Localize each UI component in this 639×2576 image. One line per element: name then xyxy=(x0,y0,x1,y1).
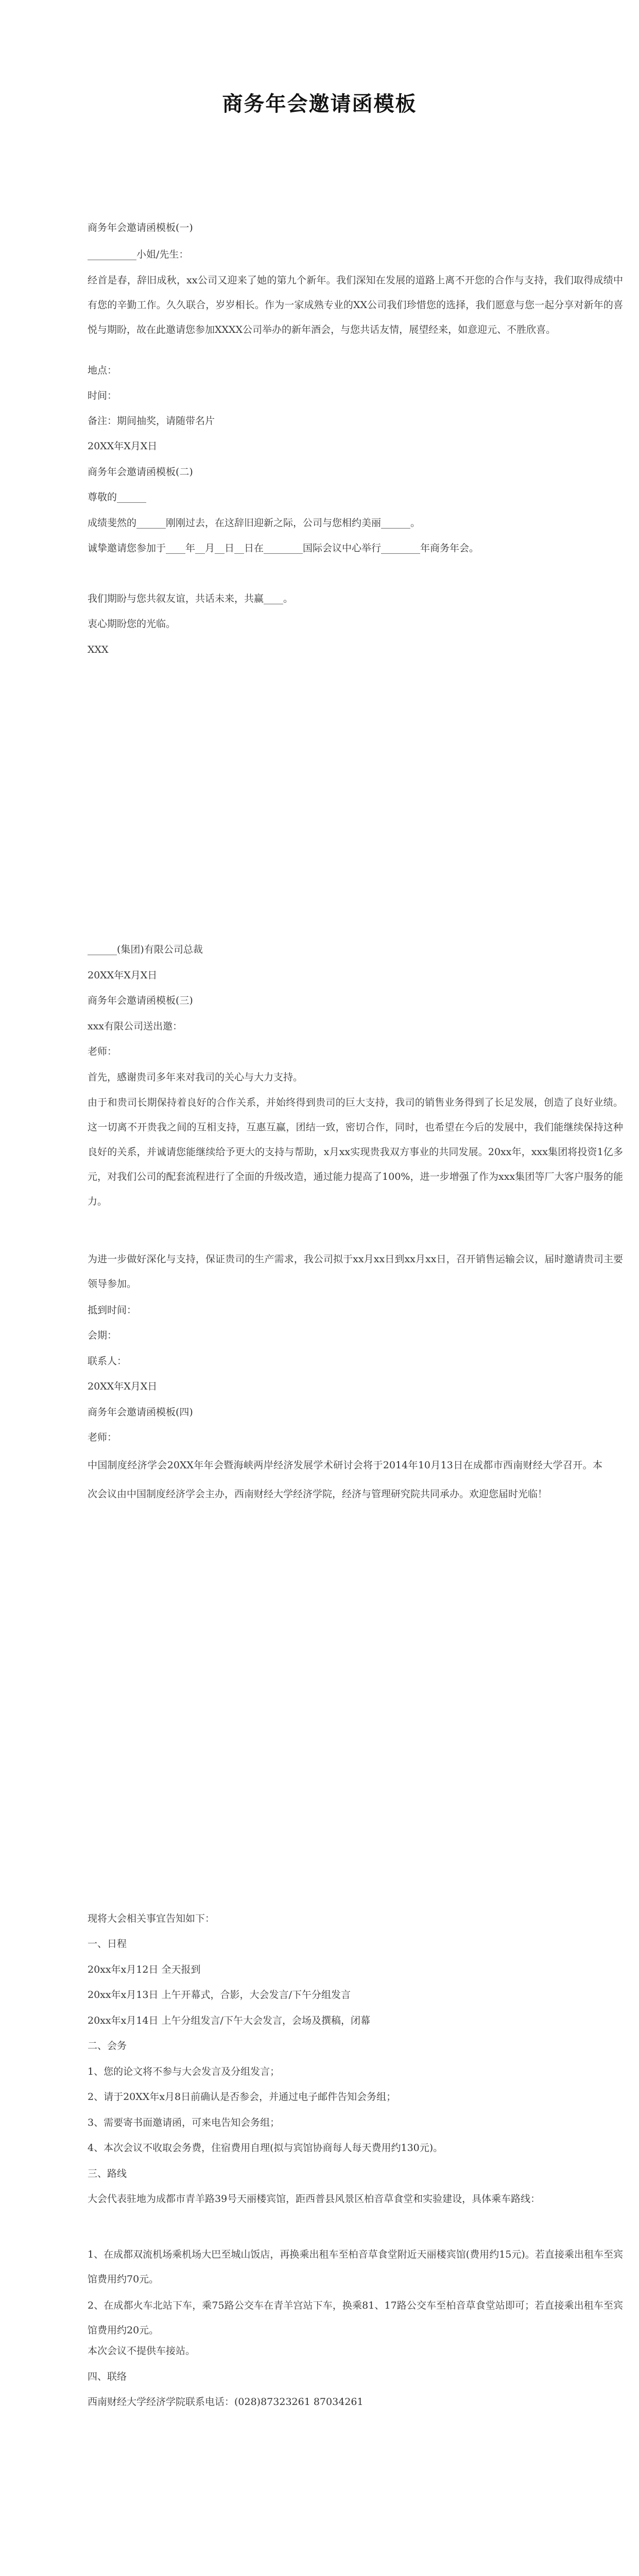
contact-line: 联系人： xyxy=(88,1355,127,1367)
place-line: 会期： xyxy=(88,1330,117,1341)
subheading: 二、会务 xyxy=(88,2040,127,2052)
salutation: 尊敬的______ xyxy=(88,492,147,503)
note-line: 备注：期间抽奖，请随带名片 xyxy=(88,415,215,427)
body-line: 衷心期盼您的光临。 xyxy=(88,618,176,630)
contact-line: 西南财经大学经济学院联系电话：(028)87323261 87034261 xyxy=(88,2396,364,2408)
time-line: 时间： xyxy=(88,390,117,401)
section-heading: 商务年会邀请函模板(一) xyxy=(88,222,193,233)
signature: XXX xyxy=(88,644,109,655)
salutation: __________小姐/先生： xyxy=(88,249,189,260)
body-paragraph: 为进一步做好深化与支持，保证贵司的生产需求，我公司拟于xx月xx日到xx月xx日，召开销售运输会议，届时邀请贵司主要领导参加。 xyxy=(88,1253,623,1290)
section-heading: 商务年会邀请函模板(二) xyxy=(88,466,193,478)
from-line: xxx有限公司送出邀： xyxy=(88,1021,183,1032)
body-line: 首先，感谢贵司多年来对我司的关心与大力支持。 xyxy=(88,1072,303,1083)
body-line: 成绩斐然的______刚刚过去，在这辞旧迎新之际，公司与您相约美丽______。 xyxy=(88,517,421,529)
body-paragraph: 大会代表驻地为成都市青羊路39号天丽楼宾馆，距西普县风景区柏音草食堂和实验建设，具体乘车路线： xyxy=(88,2193,541,2205)
schedule-item: 20xx年x月13日 上午开幕式，合影，大会发言/下午分组发言 xyxy=(88,1989,351,2001)
company-line: ______(集团)有限公司总裁 xyxy=(88,944,203,955)
body-paragraph: 中国制度经济学会20XX年年会暨海峡两岸经济发展学术研讨会将于2014年10月13日在成都市西南财经大学召开。本次会议由中国制度经济学会主办，西南财经大学经济学院，经济与管理研究院共同承办。欢迎您届时光临！ xyxy=(88,1460,602,1500)
affairs-item: 1、您的论文将不参与大会发言及分组发言； xyxy=(88,2066,280,2077)
subheading: 三、路线 xyxy=(88,2168,127,2179)
affairs-item: 4、本次会议不收取会务费，住宿费用自理(拟与宾馆协商每人每天费用约130元)。 xyxy=(88,2142,443,2154)
affairs-item: 2、请于20XX年x月8日前确认是否参会，并通过电子邮件告知会务组； xyxy=(88,2091,396,2103)
body-line: 本次会议不提供车接站。 xyxy=(88,2345,196,2357)
section-heading: 商务年会邀请函模板(四) xyxy=(88,1406,193,1418)
time-line: 抵到时间： xyxy=(88,1304,137,1316)
affairs-item: 3、需要寄书面邀请函，可来电告知会务组； xyxy=(88,2117,280,2128)
schedule-item: 20xx年x月14日 上午分组发言/下午大会发言，会场及撰稿，闭幕 xyxy=(88,2015,370,2026)
body-paragraph: 1、在成都双流机场乘机场大巴至城山饭店，再换乘出租车至柏音草食堂附近天丽楼宾馆(费用约15元)。若直接乘出租车至宾馆费用约70元。 xyxy=(88,2249,623,2285)
salutation: 老师： xyxy=(88,1046,117,1057)
body-line: 我们期盼与您共叙友谊，共话未来，共赢____。 xyxy=(88,593,293,604)
date-line: 20XX年X月X日 xyxy=(88,440,158,452)
date-line: 20XX年X月X日 xyxy=(88,970,158,981)
notice-line: 现将大会相关事宜告知如下： xyxy=(88,1913,215,1924)
salutation: 老师： xyxy=(88,1432,117,1443)
body-paragraph: 经首是春，辞旧成秋，xx公司又迎来了她的第九个新年。我们深知在发展的道路上离不开您的合作与支持，我们取得成绩中有您的辛勤工作。久久联合，岁岁相长。作为一家成熟专业的XX公司我们珍惜您的选择，我们愿意与您一起分享对新年的喜悦与期盼，故在此邀请您参加XXXX公司举办的新年酒会，与您共话友情，展望经来，如意迎元、不胜欣喜。 xyxy=(88,275,623,335)
place-line: 地点： xyxy=(88,365,117,376)
body-paragraph: 2、在成都火车北站下车，乘75路公交车在青羊宫站下车，换乘81、17路公交车至柏音草食堂站即可；若直接乘出租车至宾馆费用约20元。 xyxy=(88,2300,623,2336)
body-paragraph: 诚挚邀请您参加于____年__月__日__日在________国际会议中心举行________年商务年会。 xyxy=(88,543,479,554)
body-paragraph: 由于和贵司长期保持着良好的合作关系，并始终得到贵司的巨大支持，我司的销售业务得到了长足发展，创造了良好业绩。这一切离不开贵我之间的互相支持，互惠互赢，团结一致，密切合作，同时，也希望在今后的发展中，我们能继续保持这种良好的关系，并诚请您能继续给予更大的支持与帮助，x月xx实现贵我双方事业的共同发展。20xx年，xxx集团将投资1亿多元，对我们公司的配套流程进行了全面的升级改造，通过能力提高了100%，进一步增强了作为xxx集团等厂大客户服务的能力。 xyxy=(88,1097,623,1207)
schedule-item: 20xx年x月12日 全天报到 xyxy=(88,1964,201,1975)
date-line: 20XX年X月X日 xyxy=(88,1381,158,1392)
subheading: 一、日程 xyxy=(88,1938,127,1950)
subheading: 四、联络 xyxy=(88,2371,127,2382)
section-heading: 商务年会邀请函模板(三) xyxy=(88,995,193,1006)
document-title: 商务年会邀请函模板 xyxy=(222,92,417,116)
